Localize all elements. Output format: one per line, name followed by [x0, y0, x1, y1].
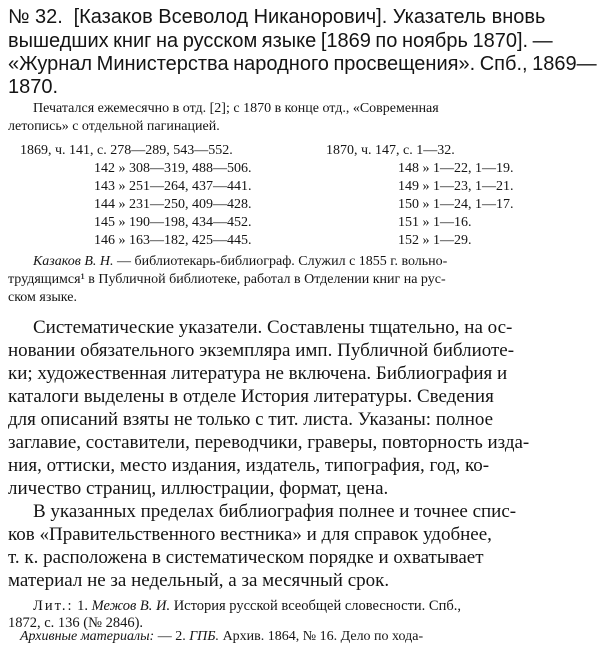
- body-line: заглавие, составители, переводчики, граверы, повторность изда-: [8, 432, 530, 453]
- entry-title-part: . Указатель вновь: [381, 6, 546, 28]
- volume-row: 1869, ч. 141, с. 278—289, 543—552.: [20, 143, 233, 158]
- body-line: личество страниц, иллюстрации, формат, цена.: [8, 478, 389, 499]
- entry-author: [Казаков Всеволод Никанорович]: [73, 6, 382, 28]
- volume-row: 143 » 251—264, 437—441.: [94, 179, 252, 194]
- volume-row: 152 » 1—29.: [398, 233, 472, 248]
- volume-row: 146 » 163—182, 425—445.: [94, 233, 252, 248]
- entry-title-line-2: вышедших книг на русском языке [1869 по ноябрь 1870]. —: [8, 30, 553, 52]
- literature-line-2: 1872, с. 136 (№ 2846).: [8, 615, 144, 631]
- literature-label: Лит.:: [33, 598, 74, 614]
- bio-note-line-2: трудящимся¹ в Публичной библиотеке, работал в Отделении книг на рус-: [8, 272, 446, 287]
- volume-row: 145 » 190—198, 434—452.: [94, 215, 252, 230]
- body-line: т. к. расположена в систематическом порядке и охватывает: [8, 547, 484, 568]
- publication-note-line-2: летопись» с отдельной пагинацией.: [8, 119, 220, 134]
- archives-line-1: Архивные материалы: — 2. ГПБ. Архив. 1864, № 16. Дело по хода-: [20, 629, 424, 644]
- bio-note-line-1: Казаков В. Н. — библиотекарь-библиограф. Служил с 1855 г. вольно-: [33, 254, 448, 269]
- volume-row: 151 » 1—16.: [398, 215, 472, 230]
- body-line: для описаний взяты не только с тит. листа. Указаны: полное: [8, 409, 494, 430]
- body-line: материал не за недельный, а за месячный срок.: [8, 570, 390, 591]
- bio-name: Казаков В. Н.: [33, 254, 114, 269]
- volume-row: 1870, ч. 147, с. 1—32.: [326, 143, 455, 158]
- volume-row: 150 » 1—24, 1—17.: [398, 197, 514, 212]
- archives-label: Архивные материалы:: [20, 629, 155, 644]
- body-line: ков «Правительственного вестника» и для справок удобнее,: [8, 524, 492, 545]
- publication-note-line-1: Печатался ежемесячно в отд. [2]; с 1870 в конце отд., «Современная: [33, 101, 439, 116]
- body-line: ки; художественная литература не включена. Библиография и: [8, 363, 508, 384]
- volume-row: 148 » 1—22, 1—19.: [398, 161, 514, 176]
- entry-number: № 32.: [8, 6, 63, 28]
- entry-title-line-1: [8, 6, 545, 29]
- body-line: Систематические указатели. Составлены тщательно, на ос-: [33, 317, 513, 338]
- entry-title-line-3: «Журнал Министерства народного просвещения». Спб., 1869—: [8, 53, 597, 75]
- body-line: ния, оттиски, место издания, издатель, типография, год, ко-: [8, 455, 490, 476]
- literature-author: Межов В. И.: [91, 598, 171, 614]
- archives-source: ГПБ.: [189, 629, 220, 644]
- literature-line-1: Лит.: 1. Межов В. И. История русской всеобщей словесности. Спб.,: [33, 598, 461, 614]
- bio-note-line-3: ском языке.: [8, 290, 77, 305]
- volume-row: 142 » 308—319, 488—506.: [94, 161, 252, 176]
- body-line: новании обязательного экземпляра имп. Публичной библиоте-: [8, 340, 515, 361]
- volume-row: 149 » 1—23, 1—21.: [398, 179, 514, 194]
- body-line: В указанных пределах библиография полнее и точнее спис-: [33, 501, 517, 522]
- body-line: каталоги выделены в отделе История литературы. Сведения: [8, 386, 494, 407]
- entry-title-line-4: 1870.: [8, 76, 59, 98]
- volume-row: 144 » 231—250, 409—428.: [94, 197, 252, 212]
